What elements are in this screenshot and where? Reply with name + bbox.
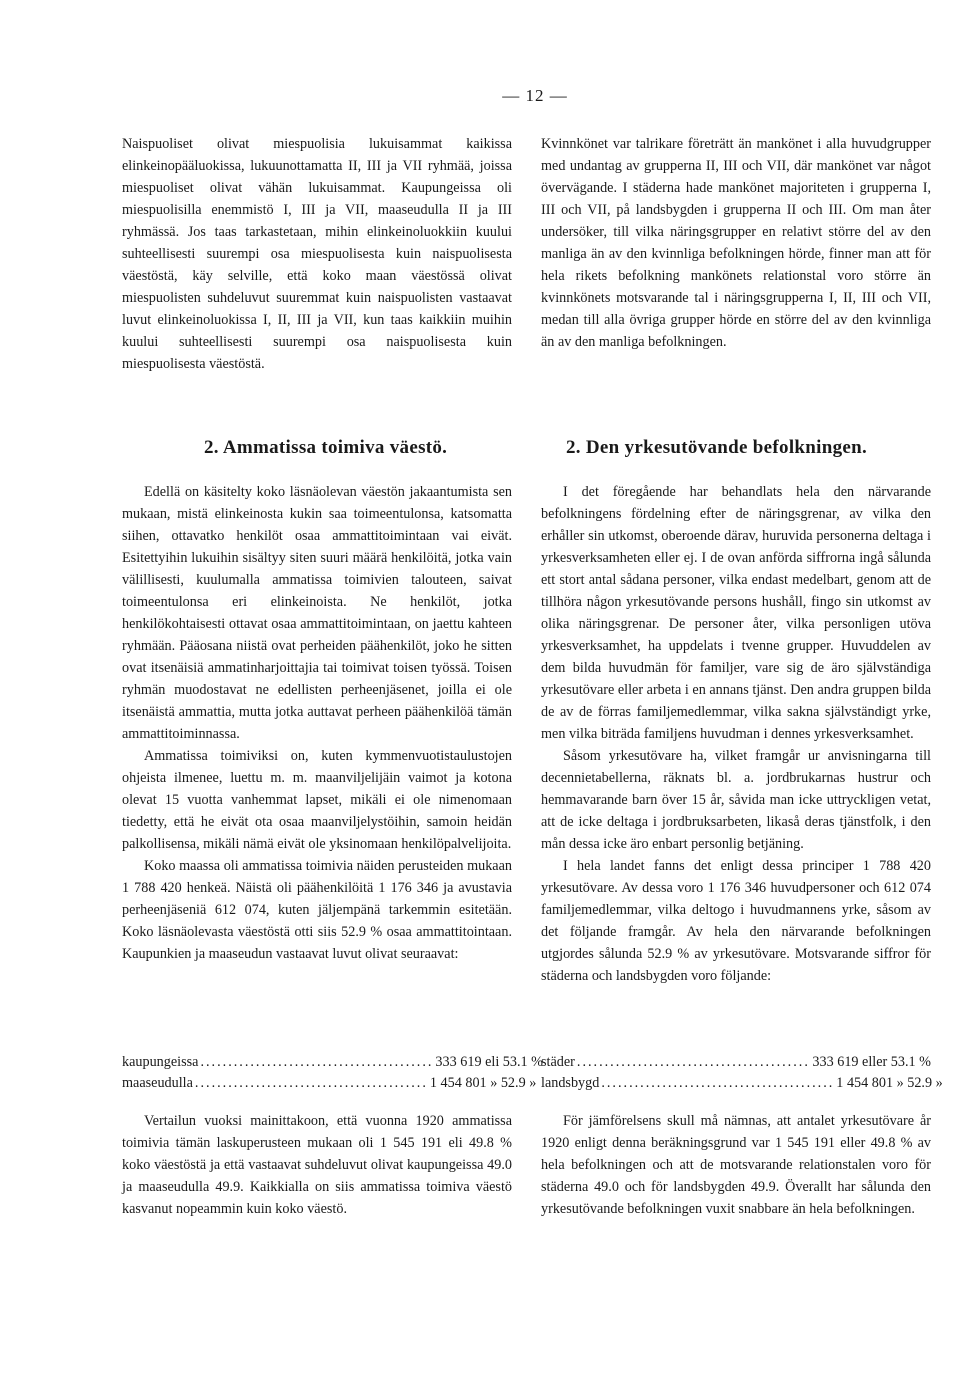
swedish-section-body (541, 481, 931, 987)
finnish-closing-paragraph: Vertailun vuoksi mainittakoon, että vuonna 1920 ammatissa toimivia tämän laskuperusteen mukaan oli 1 545 191 eli 49.8 % koko väestöstä ja että vastaavat suhdeluvut olivat kaupungeissa 49.0 ja maaseudulla 49.9. Kaikkialla on siis ammatissa toimiva väestö kasvanut nopeammin kuin koko väestö. (122, 1113, 512, 1217)
swedish-section-heading: 2. Den yrkesutövande befolkningen. (566, 437, 868, 458)
finnish-stats-table (122, 1052, 543, 1094)
stat-label: kaupungeissa (122, 1054, 199, 1070)
finnish-section-body (122, 481, 512, 965)
dot-leader: .......................................... (601, 1075, 835, 1091)
dot-leader: .......................................... (576, 1054, 810, 1070)
stat-label: maaseudulla (122, 1075, 193, 1091)
swedish-intro-paragraph: Kvinnkönet var talrikare företrätt än mankönet i alla huvudgrupper med undantag av grupperna II, III och VII, där mankönet var något övervägande. I städerna hade mankönet majoriteten i grupperna I, III och VII, på landsbygden i grupperna II och III. Om man åter undersöker, till vilka näringsgrupper en relativt större del av den manliga än av den kvinnliga befolkningen hörde, finner man att för hela rikets befolkning mankönets relationstal voro större än kvinnkönets motsvarande tal i näringsgrupperna I, II, III och VII, medan till alla övriga grupper hörde en större del av den kvinnliga än av den manliga befolkningen. (541, 136, 931, 350)
stat-row (541, 1052, 931, 1073)
swedish-closing-paragraph: För jämförelsens skull må nämnas, att antalet yrkesutövare år 1920 enligt denna beräkningsgrund var 1 545 191 eller 49.8 % av hela befolkningen och att de motsvarande relationstalen voro för städerna 49.0 och för landsbygden 49.9. Överallt har sålunda den yrkesutövande befolkningen vuxit snabbare än hela befolkningen. (541, 1113, 931, 1217)
stat-value: 1 454 801 » 52.9 » (836, 1075, 943, 1091)
stat-row (541, 1073, 943, 1094)
dot-leader: .......................................... (200, 1054, 434, 1070)
stat-row (122, 1052, 543, 1073)
stat-value: 333 619 eli 53.1 % (435, 1054, 543, 1070)
swedish-stats-table (541, 1052, 943, 1094)
dot-leader: .......................................... (194, 1075, 428, 1091)
finnish-paragraph: Koko maassa oli ammatissa toimivia näiden perusteiden mukaan 1 788 420 henkeä. Näistä oli päähenkilöitä 1 176 346 ja avustavia perheenjäseniä 612 074, kuten jäljempänä tarkemmin esitetään. Koko läsnäolevasta väestöstä otti siis 52.9 % osaa ammattitointaan. Kaupunkien ja maaseudun vastaavat luvut olivat seuraavat: (122, 858, 512, 962)
finnish-section-heading: 2. Ammatissa toimiva väestö. (204, 437, 448, 458)
swedish-paragraph: Såsom yrkesutövare ha, vilket framgår ur anvisningarna till decennietabellerna, räknats bl. a. jordbrukarnas hustrur och hemmavarande barn över 15 år, såvida man icke uttryckligen vetat, att de icke deltaga i jordbruksarbeten, likaså deras tjänstfolk, i den mån dessa icke äro enbart personlig betjäning. (541, 748, 931, 852)
finnish-paragraph: Ammatissa toimiviksi on, kuten kymmenvuotistaulustojen ohjeista ilmenee, luettu m. m. maanviljelijäin vaimot ja kotona olevat 15 vuotta vanhemmat lapset, mikäli ei ole nimenomaan tiedetty, että he eivät ota osaa maanviljelystöihin, samoin heidän palkollisensa, mikäli nämä eivät ole yksinomaan henkilöpalvelijoita. (122, 748, 512, 852)
page-number: — 12 — (502, 86, 568, 105)
stat-label: landsbygd (541, 1075, 600, 1091)
stat-label: städer (541, 1054, 575, 1070)
finnish-intro-paragraph: Naispuoliset olivat miespuolisia lukuisammat kaikissa elinkeinopääluokissa, lukuunottamatta II, III ja VII ryhmää, joissa miespuoliset olivat vähän lukuisammat. Kaupungeissa oli miespuolisilla enemmistö I, III ja VII, maaseudulla II ja III ryhmässä. Jos taas tarkastetaan, mihin elinkeinoluokkiin kuului suhteellisesti suurempi osa miespuolisesta kuin naispuolisesta väestöstä, käy selville, että koko maan väestössä olivat miespuolisten suhdeluvut suuremmat kuin naispuolisten vastaavat luvut elinkeinoluokissa I, II, III ja VII, kun taas kaikkiin muihin kuului suhteellisesti suurempi osa naispuolisesta kuin miespuolisesta väestöstä. (122, 136, 512, 372)
swedish-paragraph: I det föregående har behandlats hela den närvarande befolkningens fördelning efter de näringsgrenar, av vilka den erhåller sin utkomst, oberoende därav, huruvida personerna deltaga i yrkesverksamheten eller ej. I de ovan anförda siffrorna ingå sålunda ett stort antal sådana personer, vilka endast medelbart, genom att de tillhöra någon yrkesutövande persons hushåll, fingo sin utkomst av olika näringsgrenar. De personer åter, vilka personligen utöva yrkesverksamhet, ha uppdelats i tvenne grupper. Huvuddelen av dem bilda huvudmän för familjer, vare sig de äro självständiga yrkesutövare eller arbeta i en annans tjänst. Den andra gruppen bilda de av de förras familjemedlemmar, vilka sakna självständigt yrke, men vilka biträda familjens huvudman i dennes yrkesverksamhet. (541, 484, 931, 742)
swedish-paragraph: I hela landet fanns det enligt dessa principer 1 788 420 yrkesutövare. Av dessa voro 1 176 346 huvudpersoner och 612 074 familjemedlemmar, vilka deltogo i huvudmannens yrke, såsom av det följande framgår. Av hela den närvarande befolkningen utgjordes sålunda 52.9 % av yrkesutövare. Motsvarande siffror för städerna och landsbygden voro följande: (541, 858, 931, 984)
finnish-paragraph: Edellä on käsitelty koko läsnäolevan väestön jakaantumista sen mukaan, mistä elinkeinosta kukin saa toimeentulonsa, katsomatta siihen, ottavatko henkilöt osaa ammattitoimintaan vai eivät. Esitettyihin lukuihin sisältyy siten suuri määrä henkilöitä, jotka vain välillisesti, kuulumalla ammatissa toimivien talouteen, saivat toimeentulonsa eri elinkeinoista. Ne henkilöt, jotka henkilökohtaisesti ottavat osaa ammattitoimintaan, on jaettu kahteen ryhmään. Pääosana niistä ovat perheiden päähenkilöt, joko he sitten ovat itsenäisiä ammatinharjoittajia tai toimivat toisen työssä. Toisen ryhmän muodostavat ne edellisten perheenjäsenet, joilla ei ole itsenäistä ammattia, mutta jotka auttavat perheen päähenkilöä tämän ammattitoiminnassa. (122, 484, 512, 742)
stat-value: 333 619 eller 53.1 % (812, 1054, 931, 1070)
stat-row (122, 1073, 537, 1094)
stat-value: 1 454 801 » 52.9 » (429, 1075, 537, 1091)
